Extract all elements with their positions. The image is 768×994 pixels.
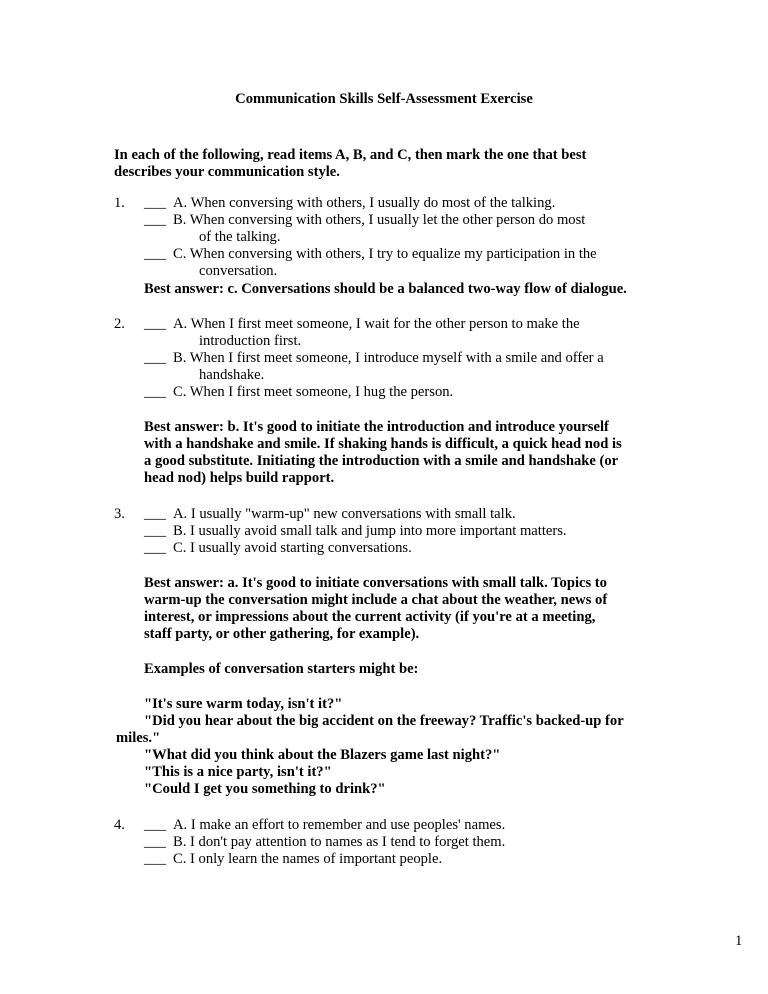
answer-blank[interactable]: ___: [144, 540, 166, 556]
instructions-line-2: describes your communication style.: [114, 164, 340, 180]
option-b-continuation: handshake.: [199, 367, 265, 383]
question-number: 4.: [114, 817, 125, 833]
examples-heading: Examples of conversation starters might be:: [144, 661, 419, 677]
option-c-text: C. When I first meet someone, I hug the person.: [173, 384, 454, 400]
example-starter: "Did you hear about the big accident on the freeway? Traffic's backed-up for: [144, 713, 624, 729]
best-answer: a good substitute. Initiating the introduction with a smile and handshake (or: [144, 453, 619, 469]
example-starter: "This is a nice party, isn't it?": [144, 764, 332, 780]
answer-blank[interactable]: ___: [144, 350, 166, 366]
answer-blank[interactable]: ___: [144, 817, 166, 833]
answer-blank[interactable]: ___: [144, 316, 166, 332]
best-answer: staff party, or other gathering, for example).: [144, 626, 420, 642]
page-title: Communication Skills Self-Assessment Exercise: [235, 91, 533, 107]
best-answer: with a handshake and smile. If shaking hands is difficult, a quick head nod is: [144, 436, 622, 452]
option-b-text: B. When I first meet someone, I introduce myself with a smile and offer a: [173, 350, 604, 366]
answer-blank[interactable]: ___: [144, 195, 166, 211]
option-a-continuation: introduction first.: [199, 333, 302, 349]
option-a-text: A. I make an effort to remember and use peoples' names.: [173, 817, 506, 833]
answer-blank[interactable]: ___: [144, 523, 166, 539]
example-starter: "What did you think about the Blazers game last night?": [144, 747, 501, 763]
option-c-text: C. I usually avoid starting conversations.: [173, 540, 412, 556]
instructions-line-1: In each of the following, read items A, B, and C, then mark the one that best: [114, 147, 587, 163]
answer-blank[interactable]: ___: [144, 506, 166, 522]
option-c-text: C. When conversing with others, I try to equalize my participation in the: [173, 246, 597, 262]
option-a-text: A. When conversing with others, I usually do most of the talking.: [173, 195, 556, 211]
option-c-continuation: conversation.: [199, 263, 278, 279]
best-answer: interest, or impressions about the current activity (if you're at a meeting,: [144, 609, 596, 625]
best-answer: Best answer: b. It's good to initiate the introduction and introduce yourself: [144, 419, 609, 435]
example-starter-continuation: miles.": [116, 730, 161, 746]
question-number: 3.: [114, 506, 125, 522]
option-a-text: A. I usually "warm-up" new conversations with small talk.: [173, 506, 516, 522]
answer-blank[interactable]: ___: [144, 384, 166, 400]
answer-blank[interactable]: ___: [144, 212, 166, 228]
example-starter: "Could I get you something to drink?": [144, 781, 386, 797]
page-number: 1: [735, 933, 743, 949]
answer-blank[interactable]: ___: [144, 834, 166, 850]
question-number: 1.: [114, 195, 125, 211]
answer-blank[interactable]: ___: [144, 246, 166, 262]
option-b-text: B. I don't pay attention to names as I tend to forget them.: [173, 834, 506, 850]
option-b-text: B. When conversing with others, I usually let the other person do most: [173, 212, 586, 228]
example-starter: "It's sure warm today, isn't it?": [144, 696, 343, 712]
answer-blank[interactable]: ___: [144, 851, 166, 867]
option-b-continuation: of the talking.: [199, 229, 281, 245]
best-answer: head nod) helps build rapport.: [144, 470, 335, 486]
option-b-text: B. I usually avoid small talk and jump into more important matters.: [173, 523, 567, 539]
best-answer: warm-up the conversation might include a chat about the weather, news of: [144, 592, 608, 608]
question-number: 2.: [114, 316, 125, 332]
best-answer: Best answer: c. Conversations should be a balanced two-way flow of dialogue.: [144, 281, 627, 297]
option-c-text: C. I only learn the names of important people.: [173, 851, 443, 867]
best-answer: Best answer: a. It's good to initiate conversations with small talk. Topics to: [144, 575, 607, 591]
option-a-text: A. When I first meet someone, I wait for the other person to make the: [173, 316, 580, 332]
